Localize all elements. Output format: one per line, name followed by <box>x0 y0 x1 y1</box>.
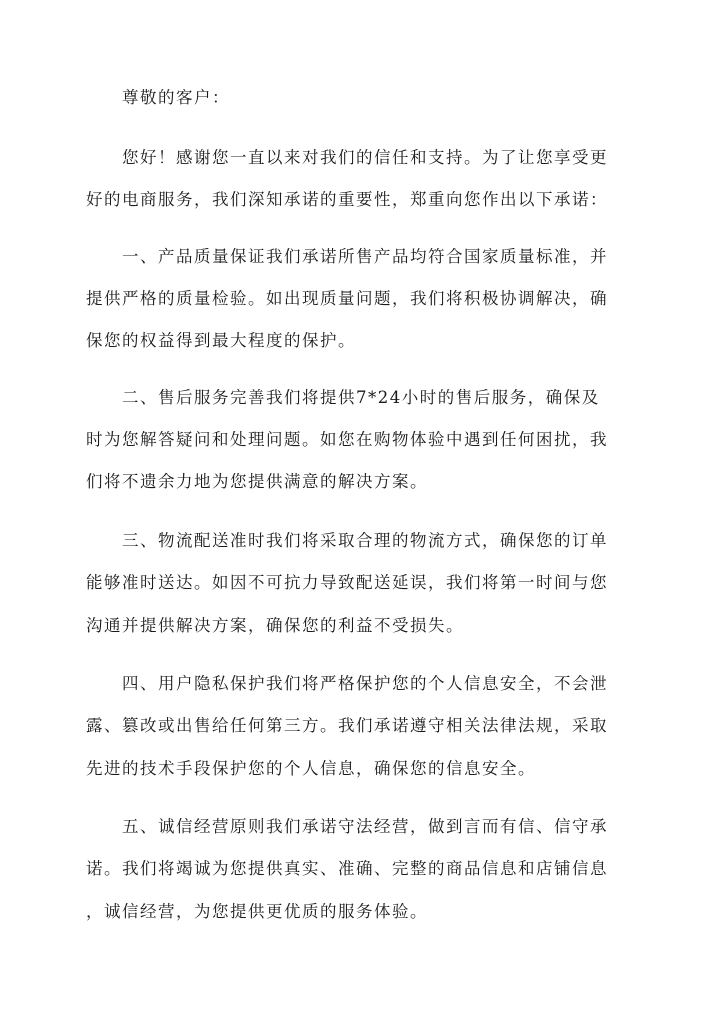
paragraph-line: 们将不遗余力地为您提供满意的解决方案。 <box>86 472 428 491</box>
paragraph-line: 诺。我们将竭诚为您提供真实、准确、完整的商品信息和店铺信息 <box>86 859 608 878</box>
paragraph-line: 露、篡改或出售给任何第三方。我们承诺遵守相关法律法规，采取 <box>86 716 608 735</box>
paragraph-line: 能够准时送达。如因不可抗力导致配送延误，我们将第一时间与您 <box>86 573 608 592</box>
paragraph-line: 二、售后服务完善我们将提供7*24小时的售后服务，确保及 <box>122 388 600 407</box>
paragraph-line: ，诚信经营，为您提供更优质的服务体验。 <box>86 902 428 921</box>
salutation: 尊敬的客户： <box>122 88 230 107</box>
paragraph-line: 时为您解答疑问和处理问题。如您在购物体验中遇到任何困扰，我 <box>86 430 608 449</box>
paragraph-line: 一、产品质量保证我们承诺所售产品均符合国家质量标准，并 <box>122 247 608 266</box>
paragraph-line: 提供严格的质量检验。如出现质量问题，我们将积极协调解决，确 <box>86 289 608 308</box>
paragraph-line: 沟通并提供解决方案，确保您的利益不受损失。 <box>86 616 464 635</box>
paragraph-line: 三、物流配送准时我们将采取合理的物流方式，确保您的订单 <box>122 531 608 550</box>
paragraph-line: 先进的技术手段保护您的个人信息，确保您的信息安全。 <box>86 759 536 778</box>
paragraph-line: 保您的权益得到最大程度的保护。 <box>86 331 356 350</box>
paragraph-line: 五、诚信经营原则我们承诺守法经营，做到言而有信、信守承 <box>122 817 608 836</box>
paragraph-line: 好的电商服务，我们深知承诺的重要性，郑重向您作出以下承诺： <box>86 190 608 209</box>
paragraph-line: 您好！感谢您一直以来对我们的信任和支持。为了让您享受更 <box>122 148 608 167</box>
paragraph-line: 四、用户隐私保护我们将严格保护您的个人信息安全，不会泄 <box>122 674 608 693</box>
